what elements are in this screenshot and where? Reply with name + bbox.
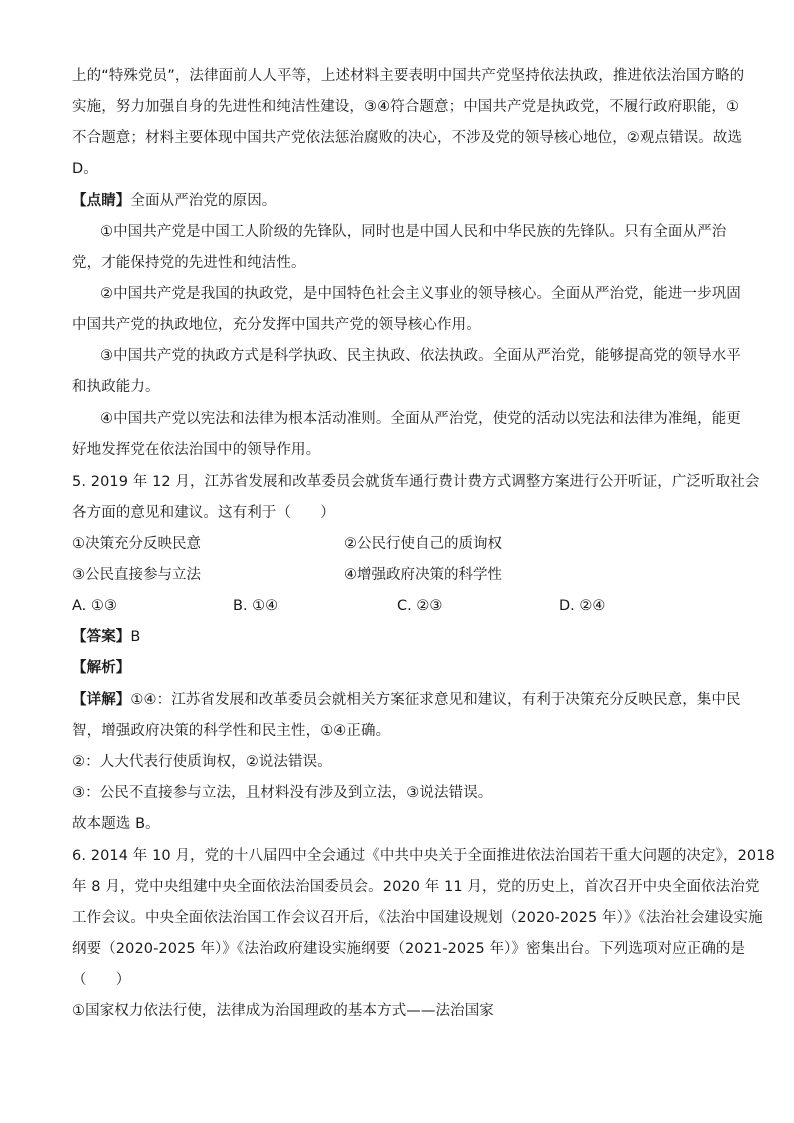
q5-detail-label: 【详解】	[72, 692, 131, 708]
q5-detail-text-1: ①④：江苏省发展和改革委员会就相关方案征求意见和建议，有利于决策充分反映民意，集中民	[130, 692, 741, 708]
q6-stem-line-4: 纲要（2020-2025 年）》《法治政府建设实施纲要（2021-2025 年）》密集出台。下列选项对应正确的是	[72, 941, 746, 957]
prev-answer-line-1: 上的“特殊党员”，法律面前人人平等，上述材料主要表明中国共产党坚持依法执政，推进依法治国方略的	[72, 68, 745, 84]
q6-stem-line-5: （ ）	[72, 972, 131, 988]
q5-answer-value: B	[130, 629, 141, 645]
q6-stem-line-3: 工作会议。中央全面依法治国工作会议召开后，《法治中国建设规划（2020-2025 年）》《法治社会建设实施	[72, 910, 763, 926]
q5-detail-line-3: ②：人大代表行使质询权，②说法错误。	[72, 754, 332, 770]
q5-option-c: C. ②③	[397, 598, 443, 614]
dianjing-line-6: 和执政能力。	[72, 379, 160, 395]
dianjing-line-4: 中国共产党的执政地位，充分发挥中国共产党的领导核心作用。	[72, 317, 481, 333]
q5-stem-line-1: 5. 2019 年 12 月，江苏省发展和改革委员会就货车通行费计费方式调整方案进行公开听证，广泛听取社会	[72, 474, 760, 490]
q5-detail-line-2: 智，增强政府决策的科学性和民主性，①④正确。	[72, 723, 391, 739]
q5-statement-3: ③公民直接参与立法	[72, 567, 201, 583]
dianjing-line-1: ①中国共产党是中国工人阶级的先锋队，同时也是中国人民和中华民族的先锋队。只有全面从严治	[100, 224, 727, 240]
q5-detail-line-4: ③：公民不直接参与立法，且材料没有涉及到立法，③说法错误。	[72, 785, 493, 801]
prev-answer-line-2: 实施，努力加强自身的先进性和纯洁性建设，③④符合题意；中国共产党是执政党，不履行政府职能，①	[72, 99, 740, 115]
q5-statement-1: ①决策充分反映民意	[72, 536, 201, 552]
dianjing-line-5: ③中国共产党的执政方式是科学执政、民主执政、依法执政。全面从严治党，能够提高党的领导水平	[100, 348, 741, 364]
q5-answer	[72, 627, 722, 647]
dianjing-heading	[72, 191, 722, 211]
q6-statement-1: ①国家权力依法行使，法律成为治国理政的基本方式——法治国家	[72, 1003, 494, 1019]
q6-stem-line-1: 6. 2014 年 10 月，党的十八届四中全会通过《中共中央关于全面推进依法治国若干重大问题的决定》，2018	[72, 848, 775, 864]
q5-statement-2: ②公民行使自己的质询权	[344, 536, 502, 552]
prev-answer-line-3: 不合题意；材料主要体现中国共产党依法惩治腐败的决心，不涉及党的领导核心地位，②观点错误。故选	[72, 130, 743, 146]
prev-answer-line-4: D。	[72, 161, 98, 177]
q5-detail-line-5: 故本题选 B。	[72, 816, 160, 832]
q5-option-d: D. ②④	[559, 598, 606, 614]
q5-detail-line-1	[72, 690, 741, 710]
q5-stem-line-2: 各方面的意见和建议。这有利于（ ）	[72, 505, 335, 521]
q6-stem-line-2: 年 8 月，党中央组建中央全面依法治国委员会。2020 年 11 月，党的历史上，首次召开中央全面依法治党	[72, 879, 760, 895]
dianjing-title: 全面从严治党的原因。	[130, 193, 277, 209]
q5-statement-4: ④增强政府决策的科学性	[344, 567, 502, 583]
dianjing-label: 【点睛】	[72, 193, 131, 209]
q5-option-a: A. ①③	[72, 598, 117, 614]
dianjing-line-3: ②中国共产党是我国的执政党，是中国特色社会主义事业的领导核心。全面从严治党，能进一步巩固	[100, 286, 741, 302]
q5-answer-label: 【答案】	[72, 629, 131, 645]
dianjing-line-7: ④中国共产党以宪法和法律为根本活动准则。全面从严治党，使党的活动以宪法和法律为准绳，能更	[100, 411, 741, 427]
dianjing-line-8: 好地发挥党在依法治国中的领导作用。	[72, 442, 321, 458]
q5-analysis-label: 【解析】	[72, 660, 131, 676]
dianjing-line-2: 党，才能保持党的先进性和纯洁性。	[72, 255, 306, 271]
q5-option-b: B. ①④	[233, 598, 279, 614]
